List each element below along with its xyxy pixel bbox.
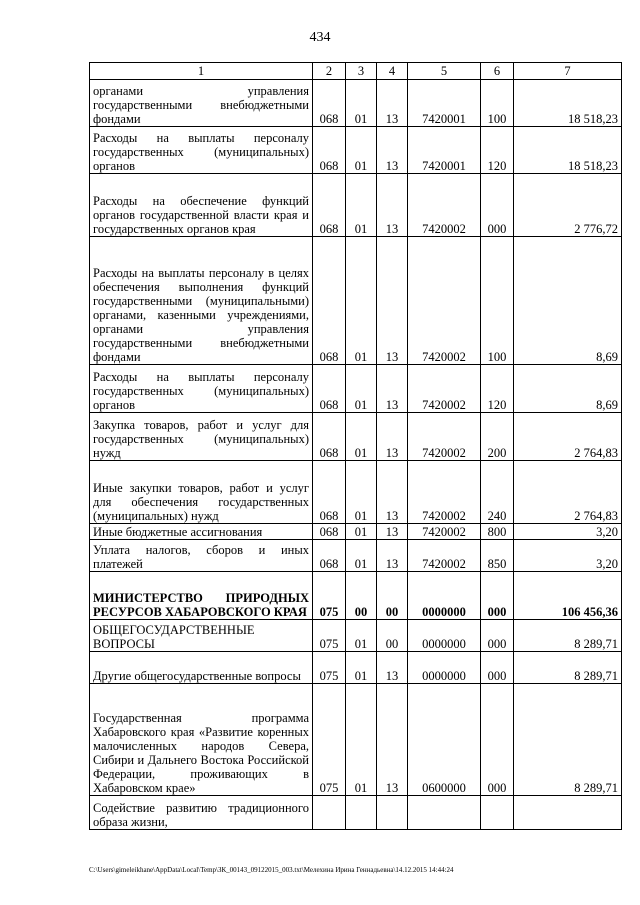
table-row — [90, 684, 622, 796]
row-amount-cell: 8 289,71 — [514, 652, 622, 684]
row-code-cell: 075 — [313, 620, 346, 652]
row-code-cell: 068 — [313, 413, 346, 461]
row-target-article-cell — [408, 796, 481, 830]
row-subsection-cell: 13 — [377, 237, 408, 365]
table-row — [90, 365, 622, 413]
row-expense-type-cell: 100 — [481, 80, 514, 127]
row-name-cell: Другие общегосударственные вопросы — [90, 652, 313, 684]
file-path-footer: C:\Users\gimeleikhane\AppData\Local\Temp\ЗК_00143_09122015_003.txt\Мелехина Ирина Геннадьевна\14.12.2015 14:44:24 — [89, 866, 454, 874]
row-expense-type-cell: 850 — [481, 540, 514, 572]
row-name-cell: Содействие развитию традиционного образа жизни, — [90, 796, 313, 830]
row-section-cell: 01 — [346, 365, 377, 413]
row-amount-cell: 8 289,71 — [514, 620, 622, 652]
row-code-cell: 068 — [313, 127, 346, 174]
row-section-cell: 01 — [346, 540, 377, 572]
table-row — [90, 127, 622, 174]
row-name-cell: Расходы на выплаты персоналу в целях обеспечения выполнения функций государственными (муниципальными) органами, казенными учреждениями, органами управления государственными внебюджетными фондами — [90, 237, 313, 365]
row-amount-cell: 18 518,23 — [514, 80, 622, 127]
row-section-cell: 01 — [346, 174, 377, 237]
row-section-cell: 01 — [346, 524, 377, 540]
row-name-cell: Расходы на обеспечение функций органов государственной власти края и государственных органов края — [90, 174, 313, 237]
row-subsection-cell: 13 — [377, 365, 408, 413]
row-target-article-cell: 0000000 — [408, 620, 481, 652]
col-header-3: 3 — [346, 63, 377, 80]
row-code-cell: 075 — [313, 652, 346, 684]
row-subsection-cell: 13 — [377, 524, 408, 540]
row-subsection-cell: 13 — [377, 652, 408, 684]
table-row — [90, 80, 622, 127]
row-code-cell: 068 — [313, 174, 346, 237]
row-expense-type-cell: 120 — [481, 365, 514, 413]
row-expense-type-cell: 120 — [481, 127, 514, 174]
row-amount-cell: 2 776,72 — [514, 174, 622, 237]
row-name-cell: Иные бюджетные ассигнования — [90, 524, 313, 540]
row-name-cell: Иные закупки товаров, работ и услуг для обеспечения государственных (муниципальных) нужд — [90, 461, 313, 524]
row-name-cell: МИНИСТЕРСТВО ПРИРОДНЫХ РЕСУРСОВ ХАБАРОВСКОГО КРАЯ — [90, 572, 313, 620]
row-subsection-cell: 13 — [377, 413, 408, 461]
row-expense-type-cell: 000 — [481, 572, 514, 620]
row-amount-cell: 106 456,36 — [514, 572, 622, 620]
row-subsection-cell: 13 — [377, 174, 408, 237]
col-header-2: 2 — [313, 63, 346, 80]
row-expense-type-cell: 000 — [481, 174, 514, 237]
row-expense-type-cell — [481, 796, 514, 830]
row-target-article-cell: 7420002 — [408, 461, 481, 524]
row-subsection-cell — [377, 796, 408, 830]
row-subsection-cell: 13 — [377, 80, 408, 127]
row-name-cell: органами управления государственными внебюджетными фондами — [90, 80, 313, 127]
row-amount-cell: 3,20 — [514, 540, 622, 572]
row-amount-cell: 18 518,23 — [514, 127, 622, 174]
row-target-article-cell: 0000000 — [408, 652, 481, 684]
row-code-cell: 068 — [313, 80, 346, 127]
row-target-article-cell: 0600000 — [408, 684, 481, 796]
col-header-7: 7 — [514, 63, 622, 80]
row-amount-cell: 8,69 — [514, 237, 622, 365]
row-section-cell: 00 — [346, 572, 377, 620]
row-subsection-cell: 13 — [377, 127, 408, 174]
row-code-cell: 068 — [313, 524, 346, 540]
row-amount-cell: 2 764,83 — [514, 461, 622, 524]
row-subsection-cell: 13 — [377, 540, 408, 572]
row-subsection-cell: 00 — [377, 572, 408, 620]
row-code-cell: 075 — [313, 684, 346, 796]
row-expense-type-cell: 000 — [481, 684, 514, 796]
row-subsection-cell: 00 — [377, 620, 408, 652]
row-section-cell: 01 — [346, 620, 377, 652]
row-name-cell: Расходы на выплаты персоналу государственных (муниципальных) органов — [90, 127, 313, 174]
row-target-article-cell: 7420001 — [408, 80, 481, 127]
row-code-cell: 068 — [313, 461, 346, 524]
row-code-cell: 068 — [313, 365, 346, 413]
row-section-cell: 01 — [346, 80, 377, 127]
row-section-cell — [346, 796, 377, 830]
table-row — [90, 572, 622, 620]
row-target-article-cell: 7420002 — [408, 237, 481, 365]
row-target-article-cell: 7420002 — [408, 365, 481, 413]
col-header-4: 4 — [377, 63, 408, 80]
row-amount-cell: 8,69 — [514, 365, 622, 413]
row-expense-type-cell: 200 — [481, 413, 514, 461]
table-row — [90, 237, 622, 365]
table-row — [90, 174, 622, 237]
row-expense-type-cell: 800 — [481, 524, 514, 540]
page-number: 434 — [309, 30, 331, 45]
table-row — [90, 652, 622, 684]
row-code-cell: 075 — [313, 572, 346, 620]
table-row — [90, 413, 622, 461]
col-header-1: 1 — [90, 63, 313, 80]
table-row — [90, 524, 622, 540]
row-section-cell: 01 — [346, 127, 377, 174]
row-name-cell: ОБЩЕГОСУДАРСТВЕННЫЕ ВОПРОСЫ — [90, 620, 313, 652]
budget-table — [89, 62, 622, 830]
row-section-cell: 01 — [346, 684, 377, 796]
row-target-article-cell: 0000000 — [408, 572, 481, 620]
row-section-cell: 01 — [346, 461, 377, 524]
row-expense-type-cell: 000 — [481, 652, 514, 684]
row-amount-cell — [514, 796, 622, 830]
row-target-article-cell: 7420002 — [408, 174, 481, 237]
row-target-article-cell: 7420002 — [408, 413, 481, 461]
row-target-article-cell: 7420002 — [408, 524, 481, 540]
row-subsection-cell: 13 — [377, 461, 408, 524]
row-section-cell: 01 — [346, 413, 377, 461]
row-amount-cell: 3,20 — [514, 524, 622, 540]
row-expense-type-cell: 100 — [481, 237, 514, 365]
row-code-cell — [313, 796, 346, 830]
row-code-cell: 068 — [313, 237, 346, 365]
row-expense-type-cell: 000 — [481, 620, 514, 652]
col-header-5: 5 — [408, 63, 481, 80]
header-row — [90, 63, 622, 80]
table-row — [90, 461, 622, 524]
col-header-6: 6 — [481, 63, 514, 80]
row-target-article-cell: 7420002 — [408, 540, 481, 572]
row-name-cell: Уплата налогов, сборов и иных платежей — [90, 540, 313, 572]
row-name-cell: Закупка товаров, работ и услуг для государственных (муниципальных) нужд — [90, 413, 313, 461]
row-amount-cell: 2 764,83 — [514, 413, 622, 461]
row-code-cell: 068 — [313, 540, 346, 572]
row-expense-type-cell: 240 — [481, 461, 514, 524]
row-amount-cell: 8 289,71 — [514, 684, 622, 796]
row-section-cell: 01 — [346, 237, 377, 365]
row-name-cell: Государственная программа Хабаровского края «Развитие коренных малочисленных народов Севера, Сибири и Дальнего Востока Российской Федерации, проживающих в Хабаровском крае» — [90, 684, 313, 796]
table-row — [90, 620, 622, 652]
row-section-cell: 01 — [346, 652, 377, 684]
row-name-cell: Расходы на выплаты персоналу государственных (муниципальных) органов — [90, 365, 313, 413]
row-target-article-cell: 7420001 — [408, 127, 481, 174]
row-subsection-cell: 13 — [377, 684, 408, 796]
table-row — [90, 540, 622, 572]
table-row — [90, 796, 622, 830]
